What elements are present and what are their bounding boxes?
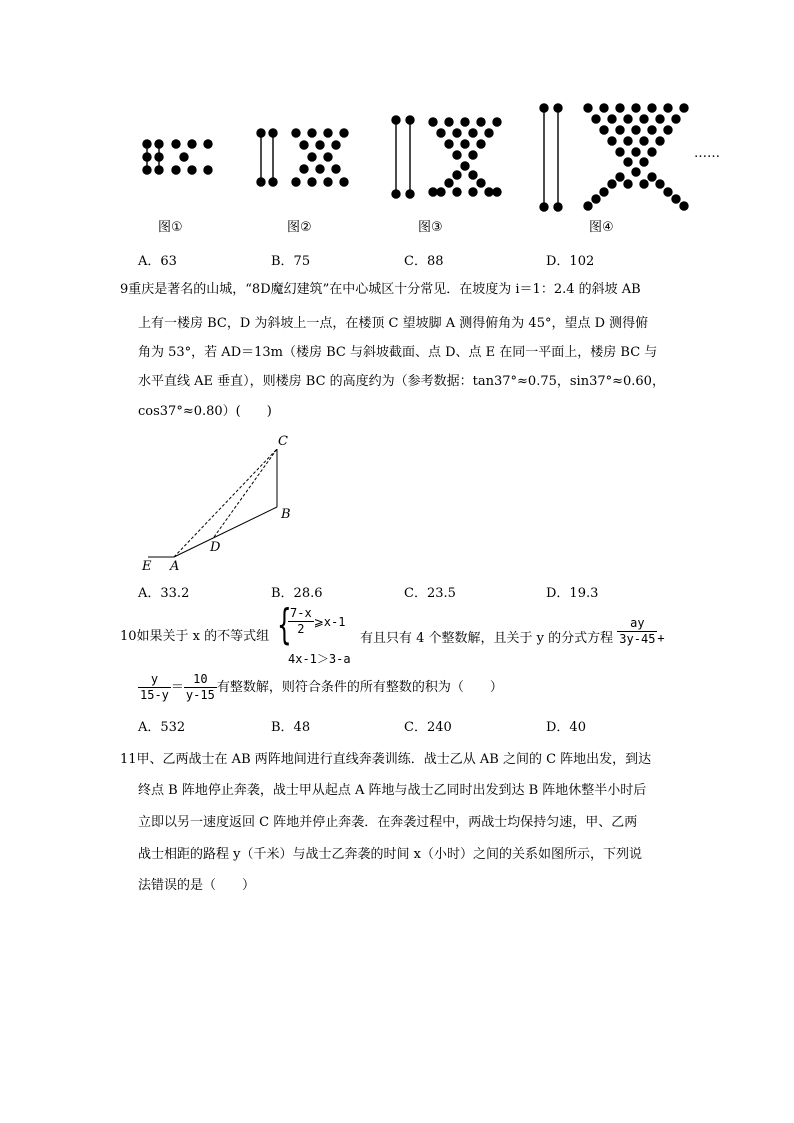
pattern-dot: [648, 104, 656, 112]
pattern-dot: [493, 188, 501, 196]
pattern-dot: [332, 165, 340, 173]
pattern-dot: [392, 116, 400, 124]
q9-option-c[interactable]: C．23.5: [404, 586, 456, 601]
pattern-dot: [600, 126, 608, 134]
pattern-dot: [592, 115, 600, 123]
pattern-dot: [406, 116, 414, 124]
pattern-dot: [180, 153, 188, 161]
q10-frac2-den: 15-y: [140, 688, 169, 702]
pattern-dot: [257, 129, 265, 137]
pattern-dot: [308, 153, 316, 161]
pattern-dot: [406, 190, 414, 198]
pattern-dot: [616, 126, 624, 134]
pattern-dot: [300, 141, 308, 149]
pattern-dot: [540, 203, 548, 211]
q10-text-a: 如果关于 x 的不等式组: [136, 629, 270, 644]
q8-option-b[interactable]: B．75: [271, 254, 311, 269]
pattern-dot: [453, 151, 461, 159]
pattern-dot: [648, 173, 656, 181]
q10-frac2-num: y: [138, 672, 171, 688]
pattern-dot: [616, 104, 624, 112]
pattern-dot: [640, 115, 648, 123]
q10-brace: {: [277, 600, 292, 649]
pattern-dot: [664, 126, 672, 134]
q10-ineq1-num: 7-x: [290, 606, 312, 620]
q11-line-1: [120, 750, 651, 770]
q10-plus: +: [657, 631, 665, 645]
q9-line-4: 水平直线 AE 垂直），则楼房 BC 的高度约为（参考数据：tan37°≈0.75，sin37°≈0.60，: [138, 374, 665, 389]
pattern-dot: [437, 129, 445, 137]
pattern-dot: [172, 140, 180, 148]
pattern-dot: [600, 104, 608, 112]
pattern-dot: [453, 188, 461, 196]
pattern-dot: [624, 115, 632, 123]
pattern-dot: [680, 202, 688, 210]
pattern-dot: [461, 140, 469, 148]
pattern-dot: [624, 137, 632, 145]
slope-building-diagram: [138, 430, 308, 575]
pattern-dot: [316, 141, 324, 149]
pattern-dot: [485, 129, 493, 137]
pattern-dot: [648, 126, 656, 134]
q8-option-d[interactable]: D．102: [546, 254, 595, 269]
q10-option-b[interactable]: B．48: [271, 720, 311, 735]
label-a: A: [170, 559, 180, 574]
label-c: C: [278, 434, 288, 449]
pattern-dot: [204, 140, 212, 148]
q9-line-1: [120, 280, 641, 300]
pattern-ellipsis: ……: [694, 146, 720, 161]
q9-line-3: 角为 53°，若 AD＝13m（楼房 BC 与斜坡截面、点 D、点 E 在同一平面上，楼房 BC 与: [138, 345, 658, 360]
pattern-dot: [292, 129, 300, 137]
pattern-dot: [292, 178, 300, 186]
pattern-dot: [445, 118, 453, 126]
dot-pattern-figures: [0, 100, 794, 240]
q11-line-2: 终点 B 阵地停止奔袭，战士甲从起点 A 阵地与战士乙同时出发到达 B 阵地休整半小时后: [138, 783, 647, 798]
q10-option-c[interactable]: C．240: [404, 720, 452, 735]
pattern-dot: [257, 178, 265, 186]
pattern-dot: [469, 188, 477, 196]
pattern-dot: [445, 140, 453, 148]
pattern-dot: [324, 129, 332, 137]
pattern-dot: [656, 115, 664, 123]
pattern-dot: [445, 179, 453, 187]
q10-fraction-2: [138, 672, 171, 703]
pattern-dot: [608, 137, 616, 145]
label-d: D: [210, 540, 221, 555]
q10-text-b: [360, 616, 665, 647]
pattern-dot: [554, 104, 562, 112]
pattern-dot: [308, 129, 316, 137]
q11-text-1: 甲、乙两战士在 AB 两阵地间进行直线奔袭训练．战士乙从 AB 之间的 C 阵地出发，到达: [136, 752, 652, 767]
pattern-dot: [485, 188, 493, 196]
pattern-dot: [624, 158, 632, 166]
q10-frac3-num: 10: [184, 672, 217, 688]
pattern-dot: [453, 129, 461, 137]
pattern-dot: [269, 129, 277, 137]
pattern-dot: [640, 158, 648, 166]
pattern-dot: [608, 180, 616, 188]
q9-text-1: 重庆是著名的山城，“8D魔幻建筑”在中心城区十分常见．在坡度为 i＝1：2.4 的斜坡 AB: [128, 282, 641, 297]
q10-line-2: [138, 672, 503, 703]
pattern-dot: [592, 195, 600, 203]
pattern-dot: [600, 188, 608, 196]
pattern-dot: [608, 115, 616, 123]
pattern-dot: [632, 168, 640, 176]
pattern-dot: [300, 165, 308, 173]
pattern-dot: [632, 104, 640, 112]
pattern-dot: [477, 140, 485, 148]
pattern-dot: [332, 141, 340, 149]
q9-option-d[interactable]: D．19.3: [546, 586, 599, 601]
q8-option-a[interactable]: A．63: [138, 254, 177, 269]
pattern-dot: [461, 118, 469, 126]
q10-ineq1-fraction: [288, 606, 314, 637]
pattern-dot: [477, 118, 485, 126]
pattern-dot: [656, 137, 664, 145]
q11-line-5: 法错误的是（ ）: [138, 878, 256, 893]
pattern-dot: [469, 129, 477, 137]
q10-lead: [120, 625, 269, 644]
pattern-dot: [672, 115, 680, 123]
q9-option-a[interactable]: A．33.2: [138, 586, 190, 601]
pattern-dot: [584, 202, 592, 210]
q9-option-b[interactable]: B．28.6: [271, 586, 323, 601]
q10-text-b-span: 有且只有 4 个整数解，且关于 y 的分式方程: [360, 631, 614, 646]
q10-frac1-num: ay: [617, 616, 657, 632]
q11-number: 11: [120, 752, 137, 767]
pattern-dot: [640, 180, 648, 188]
q10-fraction-3: [184, 672, 217, 703]
q10-fraction-1: [617, 616, 657, 647]
pattern-dot: [632, 126, 640, 134]
q10-ineq1-rest: ⩾x-1: [313, 615, 346, 629]
pattern-dot: [437, 188, 445, 196]
pattern-dot: [204, 166, 212, 174]
pattern-dot: [429, 118, 437, 126]
q10-frac3-den: y-15: [185, 688, 215, 702]
q8-option-c[interactable]: C．88: [404, 254, 444, 269]
figure-caption-2: 图②: [287, 220, 312, 235]
pattern-dot: [664, 188, 672, 196]
q11-line-4: 战士相距的路程 y（千米）与战士乙奔袭的时间 x（小时）之间的关系如图所示，下列说: [138, 847, 642, 862]
pattern-dot: [672, 195, 680, 203]
q10-text-c: 有整数解，则符合条件的所有整数的积为（ ）: [216, 680, 503, 695]
q10-inequality-1: [288, 606, 345, 637]
q10-option-a[interactable]: A．532: [138, 720, 186, 735]
pattern-dot: [469, 151, 477, 159]
pattern-dot: [616, 148, 624, 156]
pattern-dot: [269, 178, 277, 186]
pattern-dot: [648, 148, 656, 156]
pattern-dot: [453, 171, 461, 179]
pattern-dot: [554, 203, 562, 211]
q11-line-3: 立即以另一速度返回 C 阵地并停止奔袭．在奔袭过程中，两战士均保持匀速，甲、乙两: [138, 815, 638, 830]
pattern-dot: [188, 140, 196, 148]
q9-number: 9: [120, 282, 129, 297]
pattern-dot: [340, 178, 348, 186]
pattern-dot: [640, 137, 648, 145]
pattern-dot: [172, 166, 180, 174]
pattern-dot: [584, 104, 592, 112]
figure-caption-4: 图④: [589, 220, 614, 235]
pattern-dot: [632, 148, 640, 156]
figure-caption-1: 图①: [158, 220, 183, 235]
q10-ineq1-den: 2: [297, 622, 305, 636]
label-e: E: [142, 559, 152, 574]
pattern-dot: [324, 153, 332, 161]
q10-frac1-den: 3y-45: [619, 632, 656, 646]
q10-inequality-2: 4x-1＞3-a: [288, 652, 351, 666]
pattern-dot: [616, 173, 624, 181]
label-b: B: [281, 507, 291, 522]
pattern-dot: [429, 188, 437, 196]
pattern-dot: [656, 180, 664, 188]
pattern-dot: [680, 104, 688, 112]
pattern-dot: [308, 178, 316, 186]
pattern-dot: [340, 129, 348, 137]
pattern-dot: [469, 171, 477, 179]
pattern-dot: [664, 104, 672, 112]
q10-number: 10: [120, 629, 137, 644]
q10-equals: ＝: [170, 680, 184, 695]
pattern-dot: [324, 178, 332, 186]
pattern-dot: [461, 162, 469, 170]
pattern-dot: [540, 104, 548, 112]
pattern-dot: [477, 179, 485, 187]
pattern-dot: [493, 118, 501, 126]
pattern-dot: [188, 166, 196, 174]
pattern-dot: [624, 180, 632, 188]
pattern-dot: [392, 190, 400, 198]
q9-line-5: cos37°≈0.80）( ): [138, 404, 272, 419]
q9-line-2: 上有一楼房 BC，D 为斜坡上一点，在楼顶 C 望坡脚 A 测得俯角为 45°，望点 D 测得俯: [138, 316, 649, 331]
figure-caption-3: 图③: [418, 220, 443, 235]
pattern-dot: [316, 165, 324, 173]
q10-option-d[interactable]: D．40: [546, 720, 586, 735]
